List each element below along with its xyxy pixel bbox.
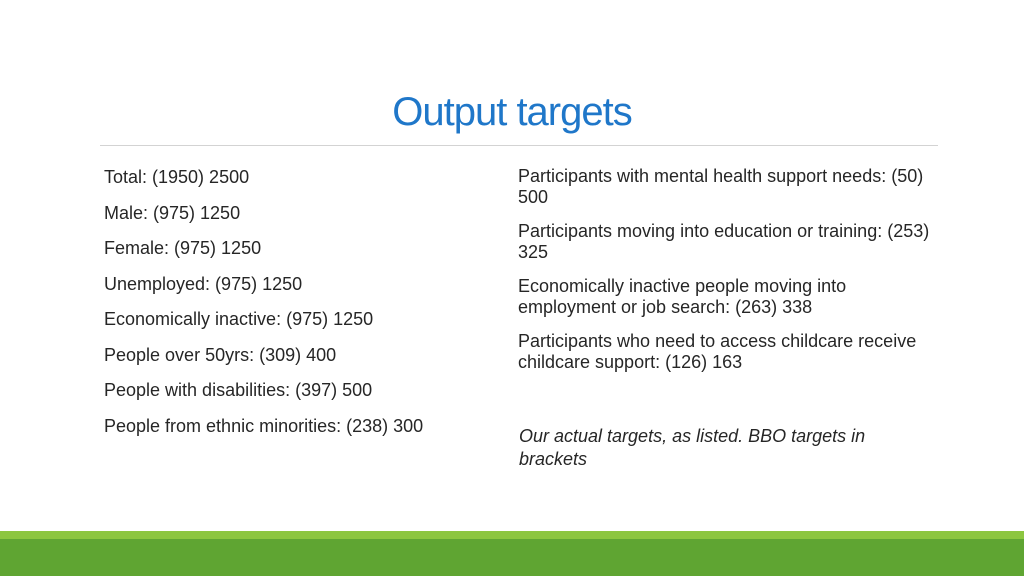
list-item: Total: (1950) 2500 xyxy=(104,167,250,187)
list-item: People with disabilities: (397) 500 xyxy=(104,380,373,400)
list-item: Participants who need to access childcare receive childcare support: (126) 163 xyxy=(518,331,917,372)
list-item: People over 50yrs: (309) 400 xyxy=(104,344,337,365)
footer-bar xyxy=(0,539,1024,576)
list-item: Participants with mental health support needs: (50) 500 xyxy=(518,166,924,207)
list-item: Economically inactive: (975) 1250 xyxy=(104,309,374,329)
list-item: Female: (975) 1250 xyxy=(104,238,262,258)
list-item: Participants moving into education or training: (253) 325 xyxy=(518,221,930,262)
targets-note: Our actual targets, as listed. BBO targets in brackets xyxy=(519,426,866,469)
list-item: Economically inactive people moving into employment or job search: (263) 338 xyxy=(518,276,847,317)
slide-title: Output targets xyxy=(392,90,632,134)
title-divider xyxy=(100,145,938,146)
list-item: Male: (975) 1250 xyxy=(104,202,241,223)
list-item: People from ethnic minorities: (238) 300 xyxy=(104,415,424,436)
list-item: Unemployed: (975) 1250 xyxy=(104,273,303,294)
footer-accent-stripe xyxy=(0,531,1024,539)
right-target-list xyxy=(518,166,938,386)
left-target-list xyxy=(104,166,484,450)
